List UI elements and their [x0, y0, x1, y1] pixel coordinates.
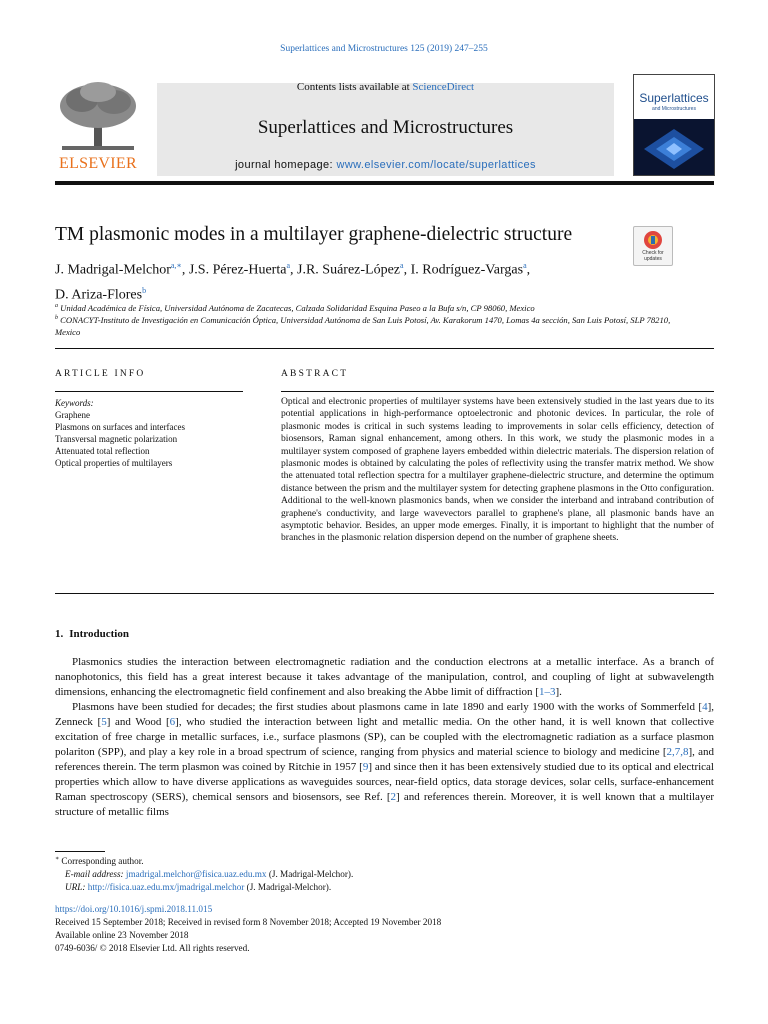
divider — [55, 348, 714, 349]
abstract-label: ABSTRACT — [281, 369, 349, 379]
email-link[interactable]: jmadrigal.melchor@fisica.uaz.edu.mx — [125, 869, 267, 880]
affiliation-text: CONACYT-Instituto de Investigación en Comunicación Óptica, Universidad Autónoma de San Luis Potosí, Av. Karakorum 1470, Lomas 4a sección, San Luis Potosí, SLP 78210, Mexico — [55, 314, 671, 337]
author-affil-mark[interactable]: b — [142, 285, 147, 295]
author: D. Ariza-Flores — [55, 287, 143, 303]
footnotes — [55, 853, 695, 894]
homepage-prefix: journal homepage: — [235, 159, 337, 171]
check-updates-label: Check for updates — [642, 250, 664, 262]
author-affil-mark[interactable]: a — [286, 261, 290, 270]
corresponding-author-note: ∗ Corresponding author. — [55, 856, 144, 867]
affiliation-mark: b — [55, 315, 58, 321]
affiliation-mark: a — [55, 303, 58, 309]
copyright-line: 0749-6036/ © 2018 Elsevier Ltd. All rights reserved. — [55, 943, 250, 953]
article-info-label: ARTICLE INFO — [55, 369, 146, 379]
sciencedirect-link[interactable]: ScienceDirect — [412, 81, 475, 93]
homepage-link[interactable]: www.elsevier.com/locate/superlattices — [336, 159, 536, 171]
author-affil-mark[interactable]: a — [400, 261, 404, 270]
email-line — [55, 868, 695, 881]
tree-icon — [52, 80, 144, 152]
email-label: E-mail address: — [65, 869, 124, 880]
divider — [281, 391, 714, 392]
reference-link[interactable]: 9 — [362, 761, 369, 773]
cover-subtitle: and Microstructures — [652, 106, 696, 112]
journal-title: Superlattices and Microstructures — [257, 117, 514, 138]
reference-link[interactable]: 5 — [101, 716, 107, 728]
author: J. Madrigal-Melchor — [55, 262, 171, 278]
journal-cover-image[interactable] — [633, 74, 715, 176]
email-owner: (J. Madrigal-Melchor). — [266, 869, 354, 880]
section-title: Introduction — [69, 628, 129, 640]
text-run: ], Zenneck [ — [55, 701, 714, 728]
keyword: Graphene — [55, 410, 90, 420]
text-run: ], and references therein. The term plasmon was coined by Ritchie in 1957 [ — [55, 746, 714, 773]
section-number: 1. — [55, 628, 64, 640]
keyword: Attenuated total reflection — [55, 446, 150, 456]
publisher-logo-text: ELSEVIER — [59, 155, 137, 172]
divider — [55, 593, 714, 594]
keyword: Transversal magnetic polarization — [55, 434, 178, 444]
contents-line — [157, 81, 614, 93]
header-divider — [55, 181, 714, 185]
keyword: Plasmons on surfaces and interfaces — [55, 422, 185, 432]
received-dates: Received 15 September 2018; Received in revised form 8 November 2018; Accepted 19 November 2018 — [55, 917, 442, 927]
journal-homepage — [157, 159, 614, 171]
author: J.S. Pérez-Huerta — [188, 262, 287, 278]
reference-link[interactable]: 2 — [390, 791, 397, 803]
affiliation-text: Unidad Académica de Física, Universidad Autónoma de Zacatecas, Calzada Solidaridad Esquina Paseo a la Bufa s/n, CP 98060, Mexico — [60, 302, 535, 313]
author: J.R. Suárez-López — [297, 262, 401, 278]
footnote-divider — [55, 851, 105, 852]
text-run: ] and Wood [ — [106, 716, 170, 728]
keyword: Optical properties of multilayers — [55, 458, 173, 468]
cover-title: Superlattices — [639, 91, 709, 105]
author: I. Rodríguez-Vargas — [410, 262, 524, 278]
text-run: ] and references therein. Moreover, it is well known that a multilayer structure of metallic films — [55, 791, 714, 818]
author-affil-mark[interactable]: a — [523, 261, 527, 270]
text-run: ]. — [555, 686, 562, 698]
reference-link[interactable]: 4 — [702, 701, 708, 713]
affiliation — [55, 312, 695, 338]
contents-prefix: Contents lists available at — [296, 81, 413, 93]
online-date: Available online 23 November 2018 — [55, 930, 189, 940]
publication-info — [55, 903, 695, 955]
author-url-link[interactable]: http://fisica.uaz.edu.mx/jmadrigal.melchor — [87, 882, 245, 893]
text-run: ], who studied the interaction between light and metallic media. On the other hand, it is well known that collective excitation of free charge in metallic surfaces, i.e., surface plasmons (SP), can be coupled with the electromagnetic radiation as a surface plasmon polariton (SPP), and play a key role in a broad spectrum of science, ranging from physics and material science to biology and medicine [ — [55, 716, 715, 758]
url-owner: (J. Madrigal-Melchor). — [244, 882, 332, 893]
url-line — [55, 881, 695, 894]
text-run: Plasmons have been studied for decades; the first studies about plasmons came in late 1890 and early 1900 with the works of Sommerfeld [ — [72, 701, 703, 713]
citation-link[interactable]: Superlattices and Microstructures 125 (2019) 247–255 — [280, 44, 488, 54]
doi-link[interactable]: https://doi.org/10.1016/j.spmi.2018.11.015 — [55, 904, 213, 914]
reference-link[interactable]: 1–3 — [538, 686, 556, 698]
text-run: Plasmonics studies the interaction between electromagnetic radiation and the conduction electrons at a metallic interface. As a branch of nanophotonics, this field has a great interest because it takes advantage of the manipulation, control, and coupling of light at subwavelength dimensions, enhancing the electromagnetic field confinement and also breaking the Abbe limit of diffraction [ — [55, 656, 714, 698]
section-heading — [55, 628, 129, 640]
cover-art-icon — [634, 119, 714, 175]
abstract-text: Optical and electronic properties of multilayer systems have been extensively studied in the last years due to its potential applications in high-performance optoelectronic and photonic devices. In particular, the role of plasmonic modes is critical in such systems leading to improvements in solar cells efficiency, detection of biosensors, Raman signal enhancement, among others. In this work, we study the plasmonic modes in a multilayer system composed of graphene layers embedded within dielectric materials. The dispersion relation of plasmonic modes is obtained by calculating the poles of reflectivity using the transfer matrix method. We show the attenuated total reflection spectra for a multilayer graphene-dielectric structure, and determine the optimum distance between the prism and the multilayer system for detecting graphene plasmons in the Otto configuration. Additional to the well-known plasmonics bands, when we consider the interband and intraband contribution of graphene's conductivity, and large wavevectors parallel to graphene's plane, all plasmonic bands have an asymptotic behavior. Besides, an upper mode emerges. Finally, it is important to highlight that the number of branches in the plasmonic relation dispersion depend on the number of graphene sheets. — [281, 396, 714, 544]
keywords-block — [55, 397, 255, 469]
author-list: J. Madrigal-Melchor$^{a,∗}$, J.S. Pérez-Huerta$^a$, J.R. Suárez-López$^a$, I. Rodríguez-Vargas$^a$, D. Ariza-Flores$^b$ — [55, 261, 531, 303]
footnote-text: Corresponding author. — [61, 856, 144, 867]
divider — [55, 391, 243, 392]
keywords-heading: Keywords: — [55, 398, 94, 408]
text-run: ] and since then it has been extensively studied due to its optical and electrical properties which allow to have diverse applications as waveguides sources, near-field optics, data storage devices, solar cells, surface-enhancement Raman spectroscopy (SERS), chemical sensors and biosensors, see Ref. [ — [55, 761, 714, 803]
url-label: URL: — [65, 882, 86, 893]
author-affil-mark[interactable]: a,∗ — [170, 261, 182, 270]
journal-citation[interactable] — [0, 44, 768, 54]
reference-link[interactable]: 6 — [169, 716, 176, 728]
reference-link[interactable]: 2,7,8 — [666, 746, 689, 758]
paper-title: TM plasmonic modes in a multilayer graphene-dielectric structure — [55, 224, 573, 245]
body-paragraph — [55, 655, 714, 820]
